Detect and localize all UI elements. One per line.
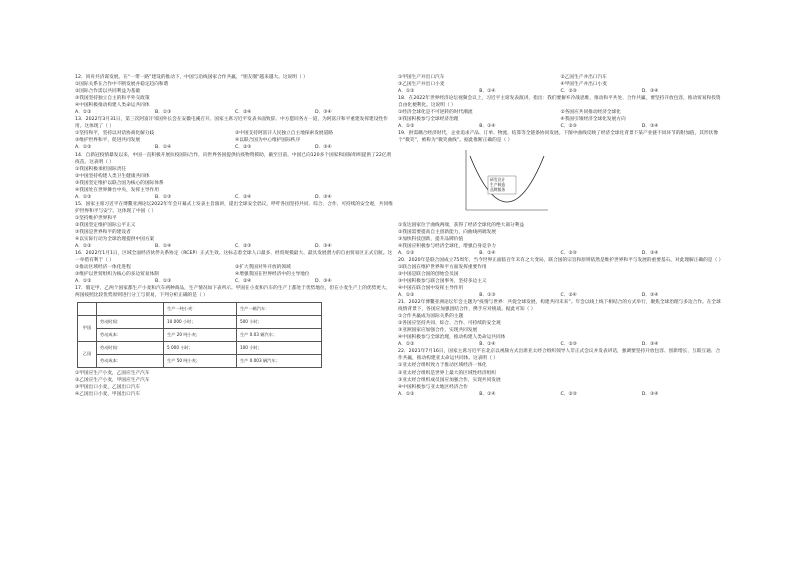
option: ③甲国出口小麦，乙国出口汽车: [75, 384, 141, 390]
option: ②扩大我国对外开放的领域: [235, 265, 291, 271]
option: ④以实际行动为全球治理提供中国方案: [75, 237, 155, 243]
option: ③我国是世界和平的建设者: [75, 230, 131, 236]
answer-c[interactable]: C．②③: [560, 89, 577, 95]
answer-d[interactable]: D．③④: [315, 244, 332, 250]
option: ③我国坚持独立自主的和平外交政策: [75, 96, 150, 102]
answer-choices: [398, 292, 723, 299]
option: ③加快科技创新，提升品牌价值: [398, 236, 464, 242]
option: ③中国积极参与联合国事务，坚持多边主义: [398, 278, 487, 284]
answer-choices: [75, 109, 395, 116]
option: ④中国积极参与全球治理，推动构建人类命运共同体: [398, 335, 506, 341]
option: ①甲国生产并出口汽车: [398, 75, 445, 80]
question-stem: 14．自新冠疫情暴发以来，中国一直积极开展抗疫国际合作，向世界各国提供抗疫物资援助，截至目前，中国已向120多个国家和国际组织提供了22亿剂疫苗。这表明（ ）: [75, 152, 392, 165]
option: ④以联合国为中心维护国际秩序: [235, 138, 301, 144]
option: ①国际关系在合作中不断发展并稳定趋向和谐: [75, 82, 169, 88]
option: ②我国坚定维护国际公平正义: [75, 222, 136, 228]
table-row: [78, 302, 322, 315]
option: ①亚太经合组织致力于推动区域经济一体化: [398, 363, 487, 369]
options-grid: [75, 130, 395, 144]
option: ②各国应共同推动经济全球化: [560, 110, 621, 116]
answer-d[interactable]: D．③④: [641, 391, 659, 397]
answer-choices: [75, 243, 395, 250]
answer-d[interactable]: D．③④: [641, 124, 659, 130]
option: ①我国积极承担国际责任: [75, 166, 127, 172]
table-cell: 生产一辆汽车：: [236, 302, 321, 315]
answer-c[interactable]: C．②③: [560, 250, 577, 256]
option: ①坚持维护世界和平: [75, 215, 117, 221]
option: ④我国应积极参与经济全球化，增强自身竞争力: [398, 243, 496, 249]
option: ①经济全球化是不可逆转的时代潮流: [398, 110, 473, 116]
table-cell: 劳动成本：: [97, 354, 164, 367]
answer-choices: [398, 341, 723, 348]
option: ④甲国生产并出口小麦: [560, 82, 607, 88]
question-12: [75, 74, 395, 116]
option: ①联合国在维护世界和平方面发挥重要作用: [398, 264, 487, 270]
answer-a[interactable]: A．①②: [75, 244, 92, 250]
answer-d[interactable]: D．③④: [315, 194, 332, 200]
options-grid: [398, 74, 723, 88]
answer-d[interactable]: D．③④: [315, 279, 332, 285]
question-15: [75, 201, 395, 250]
table-row: [78, 328, 322, 341]
answer-b[interactable]: B．①④: [479, 391, 496, 397]
option: ②中国是联合国的创始会员国: [398, 271, 459, 277]
table-cell: 5 000 小时；: [164, 341, 237, 354]
answer-a[interactable]: A．①②: [398, 89, 415, 95]
chart-label: 品牌服务: [490, 187, 506, 193]
production-table: [77, 302, 322, 368]
right-column: [398, 74, 723, 398]
question-stem: 12．同舟共济谋发展。在“一带一路”建设的推动下，中国与沿线国家合作共赢，“朋友圈”越来越大。这说明（ ）: [75, 75, 308, 80]
option: ③亚太经合组织成员国应加强合作，实现共同发展: [398, 377, 501, 383]
option: ④我国处在世界舞台中央，发挥主导作用: [75, 187, 159, 193]
answer-b[interactable]: B．①③: [155, 110, 172, 116]
answer-d[interactable]: D．③④: [315, 110, 332, 116]
answer-c[interactable]: C．②④: [235, 279, 252, 285]
question-16: [75, 250, 395, 285]
answer-c[interactable]: C．②④: [235, 110, 252, 116]
table-cell: 生产 50 吨小麦；: [164, 354, 237, 367]
question-stem: 18．在2022年世界经济论坛视频会议上，习近平主席发表演讲，指出：我们要摒弃冷战思维，推动和平共处、合作共赢，要坚持开放包容，推动贸易和投资自由化便利化。这说明（ ）: [398, 96, 721, 109]
option: ①推动区域经济一体化进程: [75, 265, 131, 271]
table-cell: 劳动时间：: [97, 315, 164, 328]
answer-a[interactable]: A．①②: [398, 250, 415, 256]
question-stem: 19．供需耦合经济时代，企业追求产品、订单、物流、结算等全链条协同发展。下图中曲线反映了经济全球化背景下某产业链不同环节的附加值，其形状像个“微笑”，被称为“微笑曲线”。据此推断正确的是（ ）: [398, 131, 719, 144]
answer-b[interactable]: B．①④: [479, 89, 496, 95]
option: ①发达国家位于曲线两端，获得了经济全球化的绝大部分利益: [398, 222, 525, 228]
option: ④我国引领经济全球化发展方向: [560, 117, 626, 123]
table-cell: 500 小时；: [236, 315, 321, 328]
question-17-continued: [398, 74, 723, 95]
answer-b[interactable]: B．①③: [479, 292, 496, 298]
answer-a[interactable]: A．①②: [75, 145, 92, 151]
table-cell: 甲国: [78, 315, 97, 341]
answer-d[interactable]: D．③④: [641, 292, 659, 298]
option: ③我国坚定维护以联合国为核心的国际体系: [75, 180, 164, 186]
option: ②各国应坚持共同、综合、合作、可持续的安全观: [398, 321, 501, 327]
answer-a[interactable]: A．①②: [75, 279, 92, 285]
answer-b[interactable]: B．①④: [479, 124, 496, 130]
option: ①合作共赢成为国际关系的主题: [398, 314, 464, 320]
question-stem: 20．2020年是联合国成立75周年，当今世界正面临百年未有之大变局，联合国的宗旨和原则依然是维护世界和平与发展的重要基石。对此理解正确的是（ ）: [398, 257, 724, 263]
table-cell: 生产 0.003 辆汽车；: [236, 354, 321, 367]
answer-choices: [398, 88, 723, 95]
option: ④增强我国在世界经济中的主导地位: [235, 272, 310, 278]
chart-label: 生产制造: [490, 182, 506, 188]
table-cell: 10 000 小时；: [164, 315, 237, 328]
answer-d[interactable]: D．③④: [641, 342, 659, 348]
answer-b[interactable]: B．①③: [155, 194, 172, 200]
answer-d[interactable]: D．③④: [315, 145, 332, 151]
table-cell: 生产一吨小麦：: [164, 302, 237, 315]
option: ②中国坚持构建人类卫生健康共同体: [75, 173, 150, 179]
question-stem: 15．国家主席习近平在博鳌亚洲论坛2022年年会开幕式上发表主旨演讲，提出全球安全倡议，呼吁各国坚持共同、综合、合作、可持续的安全观，共同维护世界和平与安宁。这体现了中国（ ）: [75, 201, 393, 214]
table-row: [78, 354, 322, 367]
answer-a[interactable]: A．①②: [398, 124, 415, 130]
options-grid: [398, 109, 723, 123]
table-cell: 100 小时；: [236, 341, 321, 354]
option: ④中国积极推动构建人类命运共同体: [75, 103, 150, 109]
answer-c[interactable]: C．②④: [560, 292, 577, 298]
table-cell: [97, 302, 164, 315]
question-21: [398, 299, 723, 348]
answer-b[interactable]: B．①④: [479, 342, 496, 348]
answer-a[interactable]: A．①②: [398, 391, 415, 397]
option: ①甲国应生产小麦，乙国应生产汽车: [75, 370, 150, 376]
question-stem: 13．2022年3月31日，第三次阿富汗邻国外长会在安徽屯溪召开。国家主席习近平发表书面致辞。中方愿同各方一道，为阿富汗和平重建发挥建设性作用。这体现了（ ）: [75, 117, 388, 130]
question-14: [75, 152, 395, 201]
option: ②亚太经合组织是世界上最大的区域性经济组织: [398, 370, 496, 376]
answer-c[interactable]: C．②③: [235, 244, 252, 250]
answer-c[interactable]: C．②③: [560, 342, 577, 348]
options-grid: [75, 264, 395, 278]
option: ②我国需要提高自主创新能力，向曲线两端发展: [398, 229, 496, 235]
answer-choices: [398, 391, 723, 398]
answer-b[interactable]: B．①④: [155, 145, 172, 151]
answer-choices: [75, 194, 395, 201]
question-stem: 17．假定甲、乙两个国家都生产小麦和汽车两种商品，生产情况如下表所示。甲国在小麦和汽车的生产上都处于优势地位，但在小麦生产上的优势更大。两国按照比较优势原则进行分工与贸易，下列分析正确的是（ ）: [75, 286, 391, 299]
table-cell: 生产 0.03 辆汽车；: [236, 328, 321, 341]
question-20: [398, 257, 723, 299]
option: ④乙国出口小麦，甲国出口汽车: [75, 391, 141, 397]
answer-choices: [75, 144, 395, 151]
question-22: [398, 348, 723, 397]
answer-a[interactable]: A．①②: [398, 292, 415, 298]
table-cell: 劳动时间：: [97, 341, 164, 354]
option: ②乙国生产并出口汽车: [560, 75, 607, 80]
option: ③维护世界和平，促进共同发展: [75, 138, 141, 144]
smile-curve-chart: [460, 148, 550, 214]
table-cell: 劳动成本：: [97, 328, 164, 341]
answer-b[interactable]: B．①③: [155, 279, 172, 285]
answer-d[interactable]: D．③④: [641, 89, 659, 95]
left-column: [75, 74, 395, 398]
answer-choices: [398, 250, 723, 257]
answer-d[interactable]: D．③④: [641, 250, 659, 256]
option: ③乙国生产并出口小麦: [398, 82, 445, 88]
table-row: [78, 341, 322, 354]
option: ②国际合作需以共同利益为基础: [75, 89, 141, 95]
table-row: [78, 315, 322, 328]
option: ④中国积极参与亚太地区经济合作: [398, 384, 468, 390]
answer-a[interactable]: A．①②: [75, 110, 92, 116]
answer-choices: [75, 278, 395, 285]
option: ②乙国应生产小麦，甲国应生产汽车: [75, 377, 150, 383]
answer-c[interactable]: C．②③: [560, 391, 577, 397]
option: ③我国积极参与全球经济治理: [398, 117, 459, 123]
option: ②中国支持阿富汗人民独立自主地探索发展道路: [235, 131, 333, 137]
answer-b[interactable]: B．①④: [155, 244, 172, 250]
answer-choices: [398, 123, 723, 130]
chart-label: 研发设计: [490, 177, 506, 183]
option: ①坚持和平，坚持以对话协商化解分歧: [75, 131, 155, 137]
table-cell: [78, 302, 97, 315]
question-13: [75, 116, 395, 151]
question-stem: 22．2021年7月16日，国家主席习近平在北京以视频方式出席亚太经合组织领导人非正式会议并发表讲话，强调要坚持开放包容、创新增长、互联互通、合作共赢，推动构建亚太命运共同体。这表明（ ）: [398, 349, 721, 362]
option: ③亚洲国家应加强合作，实现共同发展: [398, 328, 478, 334]
answer-c[interactable]: C．②③: [560, 124, 577, 130]
question-stem: 21．2022年博鳌亚洲论坛年会主题为“疫情与世界：共促全球发展，构建共同未来”。年会以线上线下相结合的方式举行，聚焦全球治理与多边合作。在全球疫情背景下，各国应加强团结合作，携手应对挑战。据此可知（ ）: [398, 300, 721, 313]
question-19: [398, 130, 723, 256]
table-cell: 生产 20 吨小麦；: [164, 328, 237, 341]
question-stem: 16．2022年1月1日，区域全面经济伙伴关系协定（RCEP）正式生效。这标志着全球人口最多、经贸规模最大、最具发展潜力的自由贸易区正式启航。这一举措有利于（ ）: [75, 251, 393, 264]
table-cell: 乙国: [78, 341, 97, 367]
answer-a[interactable]: A．①②: [398, 342, 415, 348]
answer-c[interactable]: C．②③: [235, 145, 252, 151]
question-18: [398, 95, 723, 130]
answer-a[interactable]: A．①②: [75, 194, 92, 200]
answer-c[interactable]: C．②④: [235, 194, 252, 200]
answer-b[interactable]: B．①④: [479, 250, 496, 256]
option: ④中国在联合国中发挥主导作用: [398, 285, 464, 291]
question-17: [75, 285, 395, 397]
option: ③维护以世贸组织为核心的多边贸易体制: [75, 272, 159, 278]
